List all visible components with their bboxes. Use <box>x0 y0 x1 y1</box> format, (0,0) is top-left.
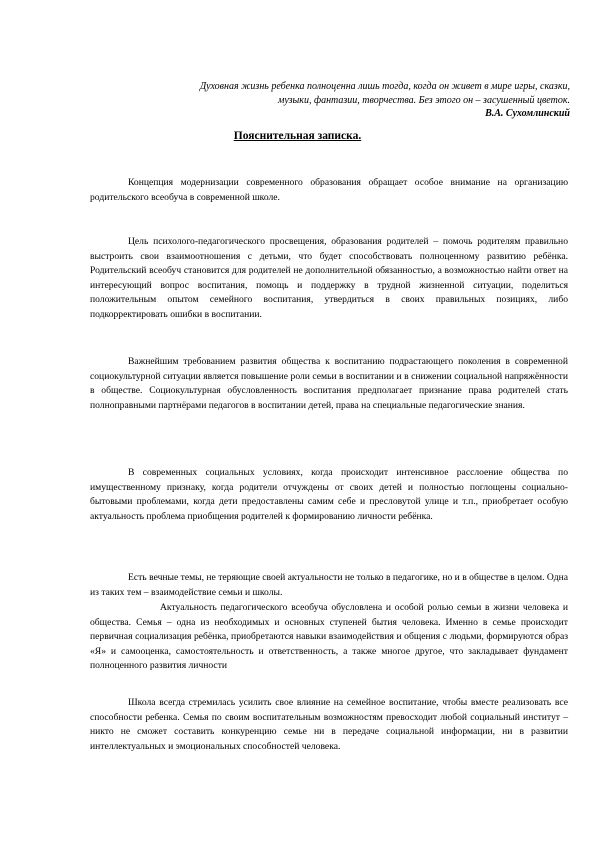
paragraph-2: Цель психолого-педагогического просвещения, образования родителей – помочь родителям правильно выстроить свои взаимоотношения с детьми, что будет способствовать полноценному развитию ребёнка. Родительский всеобуч становится для родителей не дополнительной обязанностью, а возможностью найти ответ на интересующий вопрос воспитания, помощь и поддержку в трудной жизненной ситуации, поделиться положительным опытом семейного воспитания, утвердиться в своих правильных позициях, либо подкорректировать ошибки в воспитании. <box>90 236 568 320</box>
paragraph-6: Актуальность педагогического всеобуча обусловлена и особой ролью семьи в жизни человека и общества. Семья – одна из необходимых и основных ступеней бытия человека. Именно в семье происходит первичная социализация ребёнка, приобретаются навыки взаимодействия и общения с людьми, формируются образ «Я» и самооценка, самостоятельность и ответственность, а также многое другое, что закладывает фундамент полноценного развития личности <box>90 602 568 671</box>
epigraph-line-2: музыки, фантазии, творчества. Без этого он – засушенный цветок. <box>277 94 570 106</box>
paragraph-5: Есть вечные темы, не теряющие своей актуальности не только в педагогике, но и в обществе в целом. Одна из таких тем – взаимодействие семьи и школы. <box>90 572 568 598</box>
paragraph-1: Концепция модернизации современного образования обращает особое внимание на организацию родительского всеобуча в современной школе. <box>90 177 568 203</box>
paragraph-4: В современных социальных условиях, когда происходит интенсивное расслоение общества по имущественному признаку, когда родители отчуждены от своих детей и полностью поглощены социально-бытовыми проблемами, когда дети предоставлены самим себе и пресловутой улице и т.п., приобретает особую актуальность проблема приобщения родителей к формированию личности ребёнка. <box>90 467 568 522</box>
epigraph-line-1: Духовная жизнь ребенка полноценна лишь тогда, когда он живет в мире игры, сказки, <box>199 81 570 92</box>
epigraph-author: В.А. Сухомлинский <box>485 108 570 119</box>
document-title: Пояснительная записка. <box>233 130 362 142</box>
paragraph-7: Школа всегда стремилась усилить свое влияние на семейное воспитание, чтобы вместе реализовать все способности ребенка. Семья по своим воспитательным возможностям превосходит любой социальный институт – никто не сможет составить конкуренцию семье ни в передаче социальной информации, ни в развитии интеллектуальных и эмоциональных способностей человека. <box>90 697 568 752</box>
epigraph <box>80 80 570 121</box>
paragraph-3: Важнейшим требованием развития общества к воспитанию подрастающего поколения в современной социокультурной ситуации является повышение роли семьи в воспитании и в снижении социальной напряжённости в обществе. Социокультурная обусловленность воспитания предполагает признание права родителей стать полноправными партнёрами педагогов в воспитании детей, права на специальные педагогические знания. <box>90 356 568 411</box>
